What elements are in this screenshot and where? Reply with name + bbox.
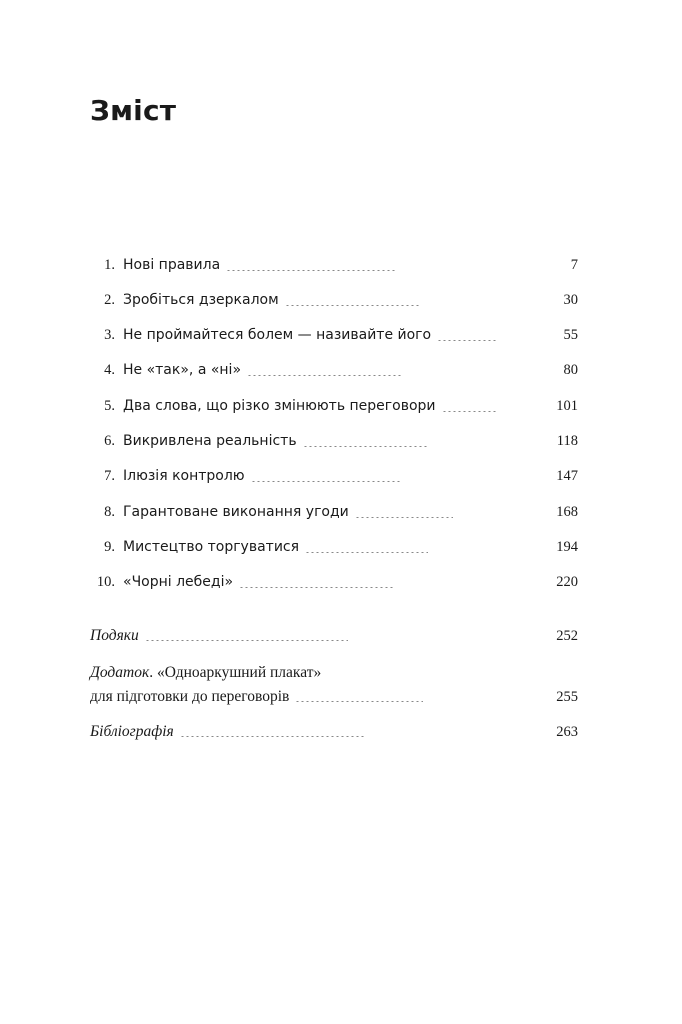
chapter-title: Гарантоване виконання угоди: [123, 504, 349, 520]
chapter-number: 8.: [104, 504, 115, 520]
chapter-title: Не «так», а «ні»: [123, 362, 242, 378]
toc-entry-chapter-1[interactable]: [90, 257, 578, 279]
dot-leader: [442, 411, 496, 412]
chapter-number: 3.: [104, 327, 115, 343]
toc-entry-chapter-3[interactable]: [90, 327, 578, 349]
dot-leader: [303, 446, 427, 447]
dot-leader: [295, 701, 422, 702]
chapter-number: 7.: [104, 468, 115, 484]
toc-entry-chapter-7[interactable]: [90, 468, 578, 490]
page-title: Зміст: [90, 94, 177, 127]
dot-leader: [285, 305, 421, 306]
chapter-title: Нові правила: [123, 257, 221, 273]
toc-entry-chapter-10[interactable]: [90, 574, 578, 596]
section-title: Подяки: [90, 627, 139, 644]
page-number: 263: [556, 724, 578, 740]
toc-entry-chapter-6[interactable]: [90, 433, 578, 455]
chapter-number: 10.: [96, 574, 115, 590]
dot-leader: [251, 481, 401, 482]
dot-leader: [239, 587, 395, 588]
chapter-number: 1.: [104, 257, 115, 273]
appendix-title-rest: . «Одноаркушний плакат»: [149, 664, 322, 681]
toc-entry-chapter-8[interactable]: [90, 504, 578, 526]
page-number: 147: [556, 468, 578, 484]
chapter-number: 4.: [104, 362, 115, 378]
chapter-title: «Чорні лебеді»: [123, 574, 234, 590]
chapter-number: 6.: [104, 433, 115, 449]
chapter-number: 5.: [104, 398, 115, 414]
chapter-number: 2.: [104, 292, 115, 308]
appendix-title-line2: для підготовки до переговорів: [90, 688, 290, 705]
page-number: 168: [556, 504, 578, 520]
page-number: 55: [563, 327, 579, 343]
page-number: 101: [556, 398, 578, 414]
dot-leader: [355, 517, 453, 518]
dot-leader: [226, 270, 395, 271]
chapter-title: Мистецтво торгуватися: [123, 539, 300, 555]
toc-entry-chapter-2[interactable]: [90, 292, 578, 314]
toc-entry-chapter-5[interactable]: [90, 398, 578, 420]
chapter-title: Два слова, що різко змінюють переговори: [123, 398, 436, 414]
page-number: 194: [556, 539, 579, 555]
toc-entry-chapter-9[interactable]: [90, 539, 578, 561]
appendix-title-line1: [90, 664, 321, 682]
toc-entry-bibliography[interactable]: [90, 723, 578, 745]
page-number: 118: [556, 433, 579, 449]
dot-leader: [180, 736, 365, 737]
dot-leader: [437, 340, 497, 341]
chapter-title: Не проймайтеся болем — називайте його: [123, 327, 432, 343]
appendix-label: Додаток: [90, 664, 150, 681]
toc-entry-chapter-4[interactable]: [90, 362, 578, 384]
page-number: 252: [556, 628, 579, 644]
toc-entry-appendix[interactable]: [90, 688, 578, 710]
section-title: Бібліографія: [90, 723, 174, 740]
page-number: 220: [556, 574, 578, 590]
page-number: 80: [563, 362, 579, 378]
dot-leader: [145, 640, 348, 641]
chapter-number: 9.: [104, 539, 115, 555]
page-number: 30: [563, 292, 579, 308]
chapter-title: Зробіться дзеркалом: [123, 292, 279, 308]
dot-leader: [247, 375, 402, 376]
chapter-title: Ілюзія контролю: [123, 468, 245, 484]
page-number: 7: [570, 257, 578, 273]
page-number: 255: [556, 689, 578, 705]
chapter-title: Викривлена реальність: [123, 433, 297, 449]
dot-leader: [305, 552, 428, 553]
toc-entry-acknowledgements[interactable]: [90, 627, 578, 649]
